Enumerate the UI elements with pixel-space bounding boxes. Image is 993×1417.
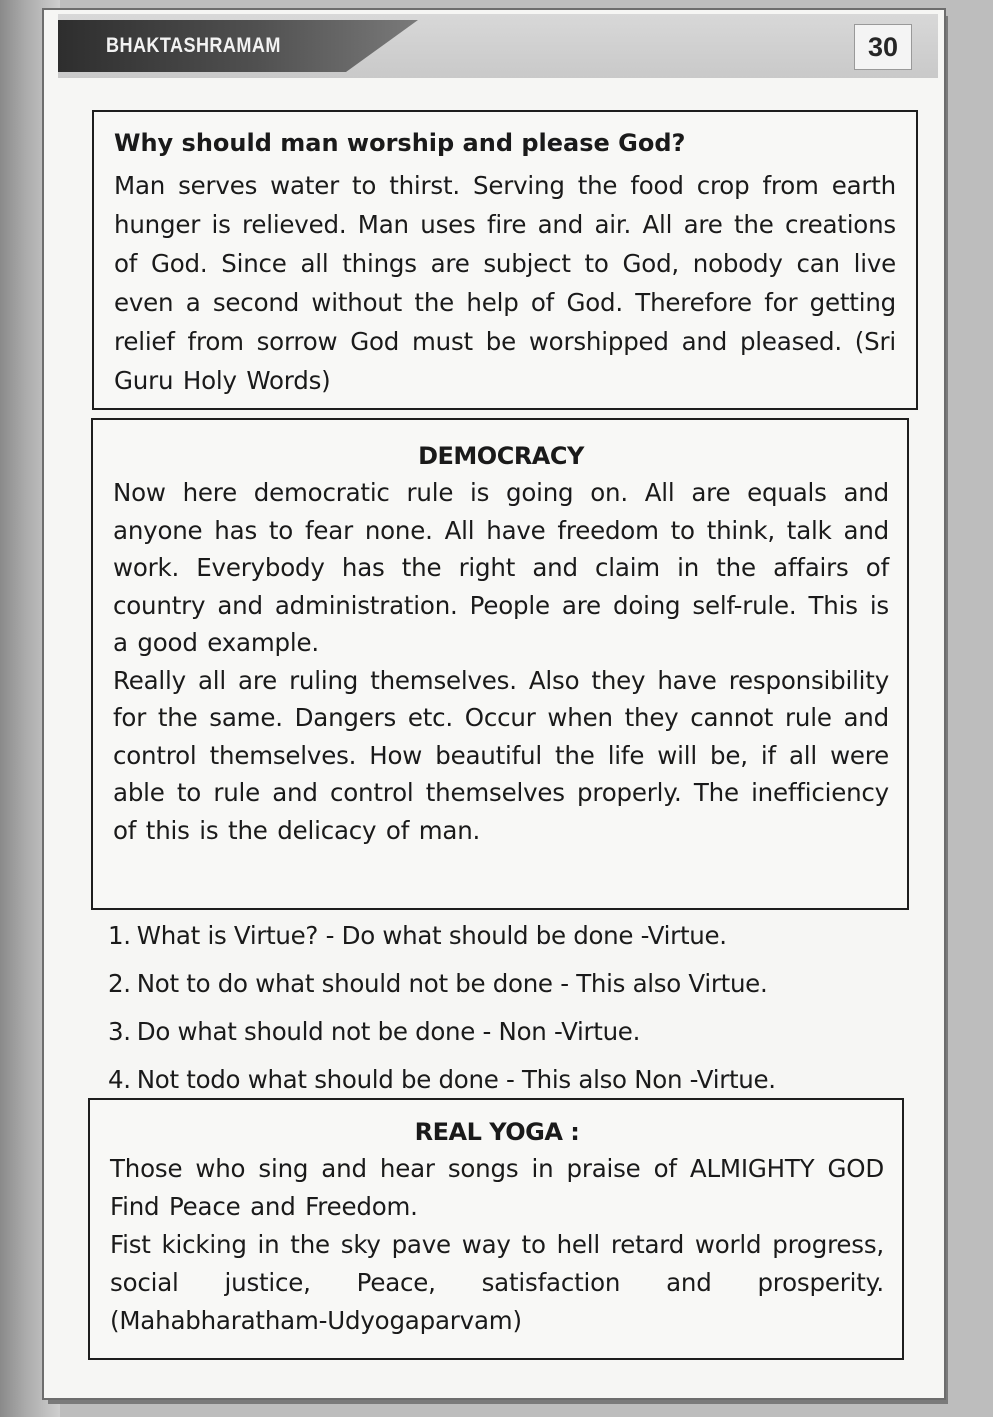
real-yoga-box <box>88 1098 904 1360</box>
worship-heading: Why should man worship and please God? <box>114 129 686 157</box>
real-yoga-paragraph-2: Fist kicking in the sky pave way to hell retard world progress, social justice, Peace, satisfaction and prosperity. (Mahabharatham-Udyogaparvam) <box>110 1230 884 1335</box>
list-item <box>108 912 908 960</box>
book-page <box>44 10 944 1398</box>
list-item <box>108 960 908 1008</box>
list-item <box>108 1056 908 1104</box>
democracy-paragraph-1: Now here democratic rule is going on. All are equals and anyone has to fear none. All have freedom to think, talk and work. Everybody has the right and claim in the affairs of country and administration. People are doing self-rule. This is a good example. <box>113 478 889 657</box>
democracy-heading: DEMOCRACY <box>418 442 584 470</box>
worship-box <box>92 110 918 410</box>
worship-text: Man serves water to thirst. Serving the food crop from earth hunger is relieved. Man uses fire and air. All are the creations of God. Since all things are subject to God, nobody can live even a second without the help of God. Therefore for getting relief from sorrow God must be worshipped and pleased. (Sri Guru Holy Words) <box>114 171 896 395</box>
list-item-text: Not todo what should be done - This also Non -Virtue. <box>136 1065 776 1094</box>
list-item-number: 4. <box>108 1065 131 1094</box>
page-header <box>58 14 938 78</box>
democracy-box <box>91 418 909 910</box>
list-item <box>108 1008 908 1056</box>
list-item-text: Not to do what should not be done - This also Virtue. <box>136 969 768 998</box>
book-title: BHAKTASHRAMAM <box>106 34 281 57</box>
virtue-list <box>108 912 908 1104</box>
democracy-paragraph-2: Really all are ruling themselves. Also they have responsibility for the same. Dangers etc. Occur when they cannot rule and control themselves. How beautiful the life will be, if all were able to rule and control themselves properly. The inefficiency of this is the delicacy of man. <box>113 665 889 845</box>
list-item-text: Do what should not be done - Non -Virtue. <box>136 1017 641 1046</box>
list-item-text: What is Virtue? - Do what should be done -Virtue. <box>136 921 727 950</box>
real-yoga-heading: REAL YOGA : <box>414 1118 580 1146</box>
real-yoga-paragraph-1: Those who sing and hear songs in praise of ALMIGHTY GOD Find Peace and Freedom. <box>110 1154 884 1221</box>
list-item-number: 1. <box>108 921 131 950</box>
list-item-number: 3. <box>108 1017 131 1046</box>
page-number: 30 <box>854 24 912 70</box>
list-item-number: 2. <box>108 969 131 998</box>
